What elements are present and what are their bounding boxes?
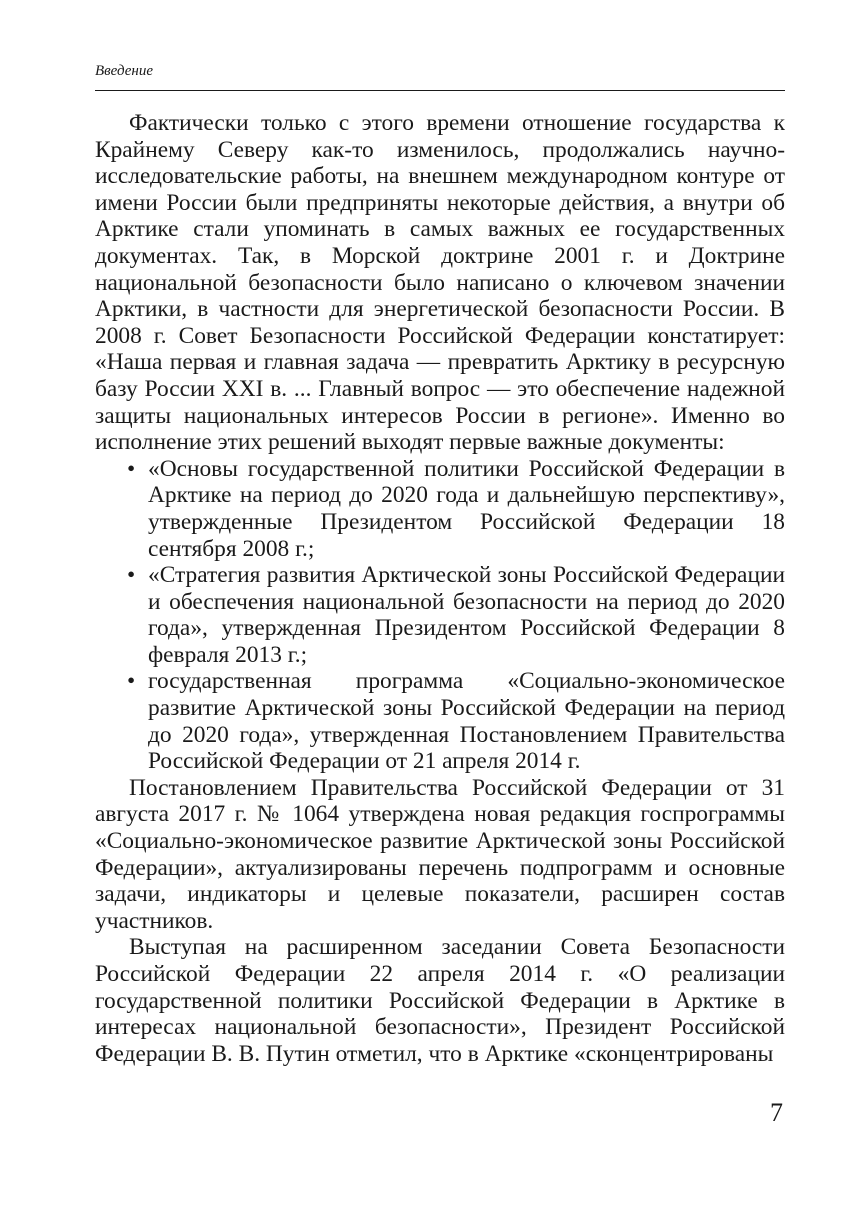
page-number: 7: [770, 1098, 783, 1127]
list-item-text: «Основы государственной политики Российской Федерации в Арктике на период до 2020 года и дальнейшую перспективу», утвержденные Президентом Российской Федерации 18 сентября 2008 г.;: [148, 455, 785, 562]
list-item: [127, 455, 785, 562]
list-item-text: государственная программа «Социально-экономическое развитие Арктической зоны Российской Федерации на период до 2020 года», утвержденная Постановлением Правительства Российской Федерации от 21 апреля 2014 г.: [148, 668, 785, 775]
header-rule: [95, 90, 785, 91]
paragraph-intro: Фактически только с этого времени отношение государства к Крайнему Северу как-то изменилось, продолжались научно-исследовательские работы, на внешнем международном контуре от имени России были предприняты некоторые действия, а внутри об Арктике стали упоминать в самых важных ее государственных документах. Так, в Морской доктрине 2001 г. и Доктрине национальной безопасности было написано о ключевом значении Арктики, в частности для энергетической безопасности России. В 2008 г. Совет Безопасности Российской Федерации констатирует: «Наша первая и главная задача — превратить Арктику в ресурсную базу России XXI в. ... Главный вопрос — это обеспечение надежной защиты национальных интересов России в регионе». Именно во исполнение этих решений выходят первые важные документы:: [95, 110, 785, 456]
body-text: [95, 110, 785, 1067]
list-item: [127, 668, 785, 775]
list-item-text: «Стратегия развития Арктической зоны Российской Федерации и обеспечения национальной безопасности на период до 2020 года», утвержденная Президентом Российской Федерации 8 февраля 2013 г.;: [148, 562, 785, 668]
paragraph-decree: Постановлением Правительства Российской Федерации от 31 августа 2017 г. № 1064 утверждена новая редакция госпрограммы «Социально-экономическое развитие Арктической зоны Российской Федерации», актуализированы перечень подпрограмм и основные задачи, индикаторы и целевые показатели, расширен состав участников.: [95, 774, 785, 934]
paragraph-speech: Выступая на расширенном заседании Совета Безопасности Российской Федерации 22 апреля 2014 г. «О реализации государственной политики Российской Федерации в Арктике в интересах национальной безопасности», Президент Российской Федерации В. В. Путин отметил, что в Арктике «сконцентрированы: [95, 934, 785, 1067]
bullet-icon: •: [127, 562, 136, 589]
bullet-icon: •: [127, 668, 136, 695]
list-item: [127, 562, 785, 668]
running-head: Введение: [95, 63, 153, 79]
bullet-icon: •: [127, 455, 136, 482]
documents-list: [95, 456, 785, 775]
